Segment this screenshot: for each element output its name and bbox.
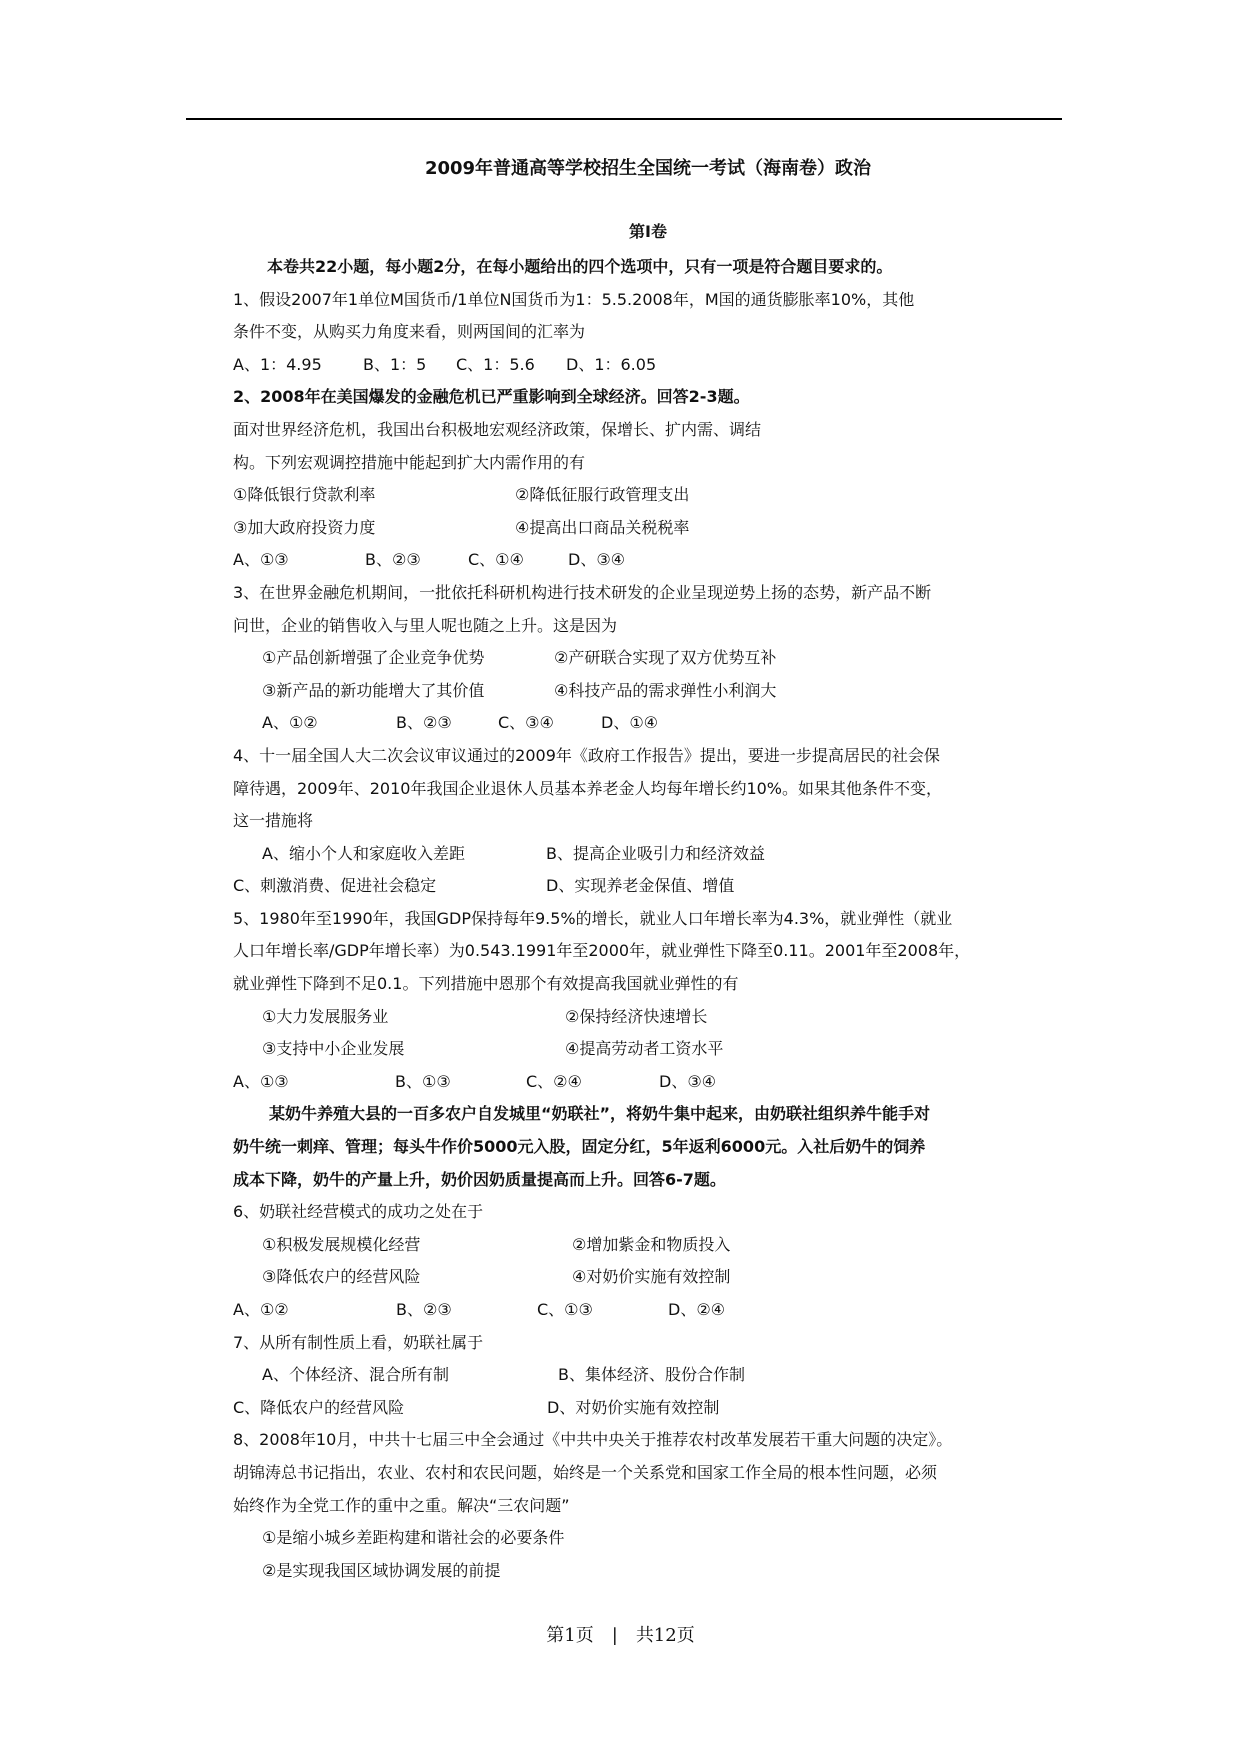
q2-option-b: B、②③ <box>365 550 421 570</box>
q4-options-row1 <box>233 838 1063 871</box>
page-footer <box>0 1623 1241 1649</box>
q6-choices-row2 <box>233 1261 1063 1294</box>
q5-stem-line1: 5、1980年至1990年，我国GDP保持每年9.5%的增长，就业人口年增长率为4.3%，就业弹性（就业 <box>233 908 953 928</box>
q1-option-d: D、1：6.05 <box>566 354 657 374</box>
q4-option-d: D、实现养老金保值、增值 <box>546 876 735 896</box>
q8-choice-2: ②是实现我国区域协调发展的前提 <box>262 1560 501 1580</box>
q3-choice-1: ①产品创新增强了企业竞争优势 <box>262 648 485 668</box>
footer-separator: | <box>611 1625 618 1646</box>
q2-choice-3: ③加大政府投资力度 <box>233 517 376 537</box>
q4-option-c: C、刺激消费、促进社会稳定 <box>233 876 437 896</box>
q7-stem: 7、从所有制性质上看，奶联社属于 <box>233 1332 484 1352</box>
q7-option-b: B、集体经济、股份合作制 <box>558 1365 745 1385</box>
q2-options <box>233 544 1063 577</box>
q3-option-d: D、①④ <box>601 713 659 733</box>
q3-choices-row2 <box>233 675 1063 708</box>
q3-stem-line2: 问世，企业的销售收入与里人呢也随之上升。这是因为 <box>233 615 618 635</box>
q6-choice-2: ②增加紫金和物质投入 <box>572 1234 731 1254</box>
page-total: 共12页 <box>635 1625 695 1646</box>
volume-heading: 第Ⅰ卷 <box>629 222 667 241</box>
q4-options-row2 <box>233 870 1063 903</box>
q6-option-c: C、①③ <box>537 1300 593 1319</box>
header-rule <box>186 118 1062 120</box>
q5-stem-line2: 人口年增长率/GDP年增长率）为0.543.1991年至2000年，就业弹性下降至0.11。2001年至2008年， <box>233 941 971 961</box>
q4-option-b: B、提高企业吸引力和经济效益 <box>546 843 765 863</box>
q1-option-c: C、1：5.6 <box>456 354 535 374</box>
exam-title: 2009年普通高等学校招生全国统一考试（海南卷）政治 <box>424 158 872 179</box>
q5-choice-3: ③支持中小企业发展 <box>262 1039 405 1059</box>
q2-choices-row1 <box>233 479 1063 512</box>
q2-choice-4: ④提高出口商品关税税率 <box>515 517 690 537</box>
q5-choices-row2 <box>233 1033 1063 1066</box>
instructions: 本卷共22小题，每小题2分，在每小题给出的四个选项中，只有一项是符合题目要求的。 <box>267 257 893 276</box>
q5-option-a: A、①③ <box>233 1071 289 1091</box>
q7-option-a: A、个体经济、混合所有制 <box>262 1365 449 1385</box>
q3-choice-4: ④科技产品的需求弹性小利润大 <box>554 680 777 700</box>
q5-options <box>233 1066 1063 1099</box>
q2-stem-line1: 面对世界经济危机，我国出台积极地宏观经济政策，保增长、扩内需、调结 <box>233 419 762 439</box>
q3-option-c: C、③④ <box>498 713 554 733</box>
q5-option-b: B、①③ <box>395 1071 451 1091</box>
q6-choice-1: ①积极发展规模化经营 <box>262 1234 421 1254</box>
q2-option-c: C、①④ <box>468 550 524 570</box>
q2-intro: 2、2008年在美国爆发的金融危机已严重影响到全球经济。回答2-3题。 <box>233 387 750 407</box>
q5-choices-row1 <box>233 1001 1063 1034</box>
q3-option-a: A、①② <box>262 713 318 733</box>
q3-stem-line1: 3、在世界金融危机期间，一批依托科研机构进行技术研发的企业呈现逆势上扬的态势，新产品不断 <box>233 582 932 602</box>
q6-option-a: A、①② <box>233 1300 289 1319</box>
q5-stem-line3: 就业弹性下降到不足0.1。下列措施中恩那个有效提高我国就业弹性的有 <box>233 974 739 994</box>
q2-option-d: D、③④ <box>568 550 626 570</box>
q1-option-b: B、1：5 <box>363 354 427 374</box>
exam-content <box>233 251 1063 1587</box>
q3-choice-2: ②产研联合实现了双方优势互补 <box>554 648 777 668</box>
q6-option-b: B、②③ <box>396 1300 452 1319</box>
q4-stem-line1: 4、十一届全国人大二次会议审议通过的2009年《政府工作报告》提出，要进一步提高居民的社会保 <box>233 745 940 765</box>
q3-choices-row1 <box>233 642 1063 675</box>
q5-choice-1: ①大力发展服务业 <box>262 1006 389 1026</box>
q6-options <box>233 1294 1063 1327</box>
q5-choice-4: ④提高劳动者工资水平 <box>565 1039 724 1059</box>
q2-stem-line2: 构。下列宏观调控措施中能起到扩大内需作用的有 <box>233 452 586 472</box>
q4-stem-line3: 这一措施将 <box>233 811 314 831</box>
q7-options-row2 <box>233 1392 1063 1425</box>
q1-options <box>233 349 1063 382</box>
q2-choice-1: ①降低银行贷款利率 <box>233 485 376 505</box>
q6-choice-4: ④对奶价实施有效控制 <box>572 1267 731 1287</box>
q4-option-a: A、缩小个人和家庭收入差距 <box>262 843 465 863</box>
q1-option-a: A、1：4.95 <box>233 354 322 374</box>
q8-stem-line1: 8、2008年10月，中共十七届三中全会通过《中共中央关于推荐农村改革发展若干重大问题的决定》。 <box>233 1430 953 1450</box>
passage-line1: 某奶牛养殖大县的一百多农户自发城里“奶联社”，将奶牛集中起来，由奶联社组织养牛能手对 <box>269 1104 931 1124</box>
page-number: 第1页 <box>546 1625 594 1646</box>
q7-option-c: C、降低农户的经营风险 <box>233 1397 405 1417</box>
q5-choice-2: ②保持经济快速增长 <box>565 1006 708 1026</box>
q2-choice-2: ②降低征服行政管理支出 <box>515 485 690 505</box>
q8-stem-line2: 胡锦涛总书记指出，农业、农村和农民问题，始终是一个关系党和国家工作全局的根本性问题，必须 <box>233 1462 938 1482</box>
q5-option-c: C、②④ <box>526 1071 582 1091</box>
q1-stem-line1: 1、假设2007年1单位M国货币/1单位N国货币为1：5.5.2008年，M国的通货膨胀率10%，其他 <box>233 289 915 309</box>
passage-line3: 成本下降，奶牛的产量上升，奶价因奶质量提高而上升。回答6-7题。 <box>233 1169 726 1189</box>
q6-choice-3: ③降低农户的经营风险 <box>262 1267 421 1287</box>
q8-choice-1: ①是缩小城乡差距构建和谐社会的必要条件 <box>262 1528 565 1548</box>
q6-choices-row1 <box>233 1229 1063 1262</box>
q3-option-b: B、②③ <box>396 713 452 733</box>
q6-option-d: D、②④ <box>668 1300 726 1319</box>
q6-stem: 6、奶联社经营模式的成功之处在于 <box>233 1202 484 1222</box>
passage-line2: 奶牛统一刺痒、管理；每头牛作价5000元入股，固定分红，5年返利6000元。入社后奶牛的饲养 <box>233 1137 926 1157</box>
q3-choice-3: ③新产品的新功能增大了其价值 <box>262 680 485 700</box>
q2-option-a: A、①③ <box>233 550 289 570</box>
q7-options-row1 <box>233 1359 1063 1392</box>
q4-stem-line2: 障待遇，2009年、2010年我国企业退休人员基本养老金人均每年增长约10%。如果其他条件不变， <box>233 778 943 798</box>
q7-option-d: D、对奶价实施有效控制 <box>547 1397 720 1417</box>
q8-stem-line3: 始终作为全党工作的重中之重。解决“三农问题” <box>233 1495 570 1515</box>
q3-options <box>233 707 1063 740</box>
q5-option-d: D、③④ <box>659 1071 717 1091</box>
q2-choices-row2 <box>233 512 1063 545</box>
q1-stem-line2: 条件不变，从购买力角度来看，则两国间的汇率为 <box>233 322 586 342</box>
